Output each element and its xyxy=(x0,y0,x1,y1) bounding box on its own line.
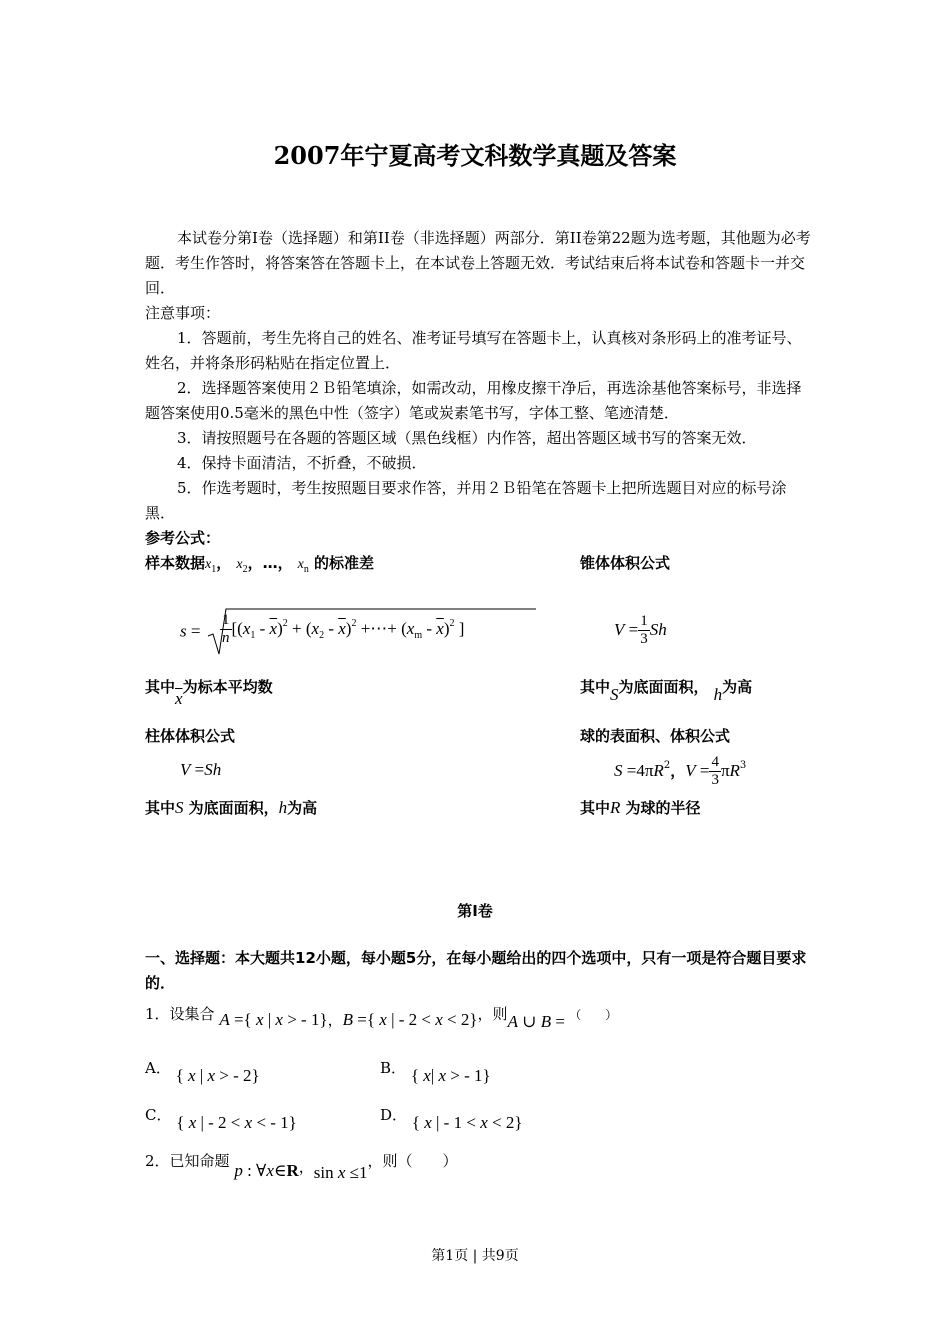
cone-formula: V = $\frac{1}{3}$ Sh xyxy=(614,613,667,647)
std-label-row: 样本数据$x_1$， $x_2$，…， $x_n$ 的标准差 xyxy=(145,554,374,575)
cylinder-note-row: 其中S 为底面面积，h为高 xyxy=(145,798,318,817)
intro-paragraph: 本试卷分第I卷（选择题）和第II卷（非选择题）两部分．第II卷第22题为选考题，其他题为必考题．考生作答时，将答案答在答题卡上，在本试卷上答题无效．考试结束后将本试卷和答题卡一并交回． xyxy=(145,229,811,297)
std-label-a: 样本数据 xyxy=(145,554,206,572)
q1-option-d[interactable]: D． { x | - 1 < x < 2} xyxy=(380,1106,523,1132)
sample-x2: $x_2$ xyxy=(236,557,248,575)
page-footer: 第1页 | 共9页 xyxy=(431,1248,519,1264)
page-title: 2007年宁夏高考文科数学真题及答案 xyxy=(273,141,677,170)
notice-item: 3．请按照题号在各题的答题区域（黑色线框）内作答，超出答题区域书写的答案无效． xyxy=(177,429,757,447)
sphere-label: 球的表面积、体积公式 xyxy=(580,727,731,745)
section-title: 第Ⅰ卷 xyxy=(457,902,493,920)
cylinder-formula: V =Sh xyxy=(180,760,222,779)
sphere-note-row: 其中R 为球的半径 xyxy=(580,798,701,817)
q1-option-c[interactable]: C． { x | - 2 < x < - 1} xyxy=(145,1106,297,1132)
notice-item: 4．保持卡面清洁，不折叠，不破损． xyxy=(177,454,427,472)
mean-x: $\overline{x}$ xyxy=(175,689,183,708)
part1-heading: 一、选择题：本大题共12小题，每小题5分，在每小题给出的四个选项中，只有一项是符合题目要求的． xyxy=(145,949,807,992)
cone-label: 锥体体积公式 xyxy=(580,554,671,572)
cone-note-row: 其中S为底面面积， h为高 xyxy=(580,678,753,704)
q1-option-b[interactable]: B． { x| x > - 1} xyxy=(380,1059,491,1085)
sample-x1: $x_1$ xyxy=(205,557,217,575)
sample-xn: $x_n$ xyxy=(297,557,309,575)
notice-item: 1．答题前，考生先将自己的姓名、准考证号填写在答题卡上，认真核对条形码上的准考证号、姓名，并将条形码粘贴在指定位置上． xyxy=(145,329,802,372)
sphere-formula: $S =4\pi R^2$，V = $\frac{4}{3}$ $\pi R^3$ xyxy=(614,754,747,788)
std-formula: s = $\frac{1}{n}$ [$(x_1 - \overline{x})^2 + (x_2 - \overline{x})^2$ +⋯+ $(x_m - \overline{x})^2$ ] xyxy=(180,606,536,658)
notice-heading: 注意事项： xyxy=(145,304,221,322)
cylinder-label: 柱体体积公式 xyxy=(145,727,236,745)
notice-item: 2．选择题答案使用２Ｂ铅笔填涂，如需改动，用橡皮擦干净后，再选涂基他答案标号，非选择题答案使用0.5毫米的黑色中性（签字）笔或炭素笔书写，字体工整、笔迹清楚． xyxy=(145,379,802,422)
std-label-b: 的标准差 xyxy=(313,554,374,572)
q1-option-a[interactable]: A． { x | x > - 2} xyxy=(145,1059,260,1085)
notice-item: 5．作选考题时，考生按照题目要求作答，并用２Ｂ铅笔在答题卡上把所选题目对应的标号涂黑． xyxy=(145,479,787,522)
question-2: 2．已知命题 p : ∀x∈R，sin x ≤1，则（ ） xyxy=(145,1152,458,1182)
formula-heading: 参考公式： xyxy=(145,529,221,547)
std-note-row: 其中$\overline{x}$为标本平均数 xyxy=(145,678,273,708)
question-1: 1．设集合 A ={ x | x > - 1}，B ={ x | - 2 < x < 2}，则A ∪ B = （ ） xyxy=(145,1005,618,1031)
